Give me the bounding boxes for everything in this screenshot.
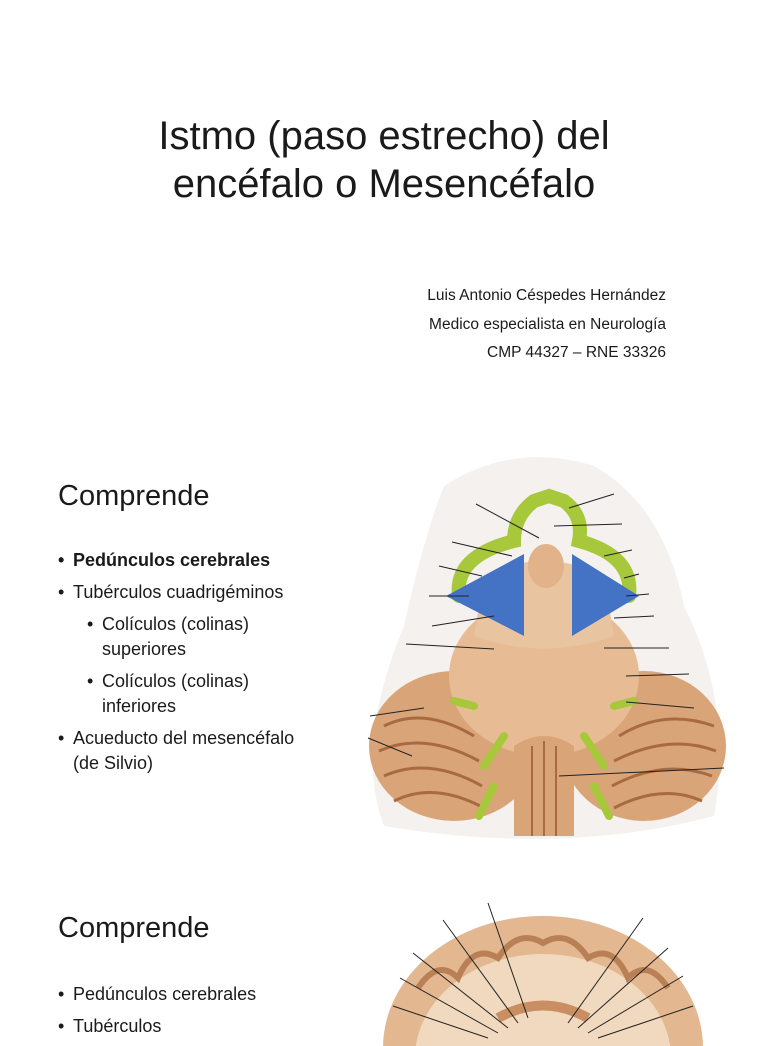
list-item: • Colículos (colinas) inferiores: [87, 669, 318, 719]
brain-section-illustration: [378, 898, 708, 1038]
section-heading: Comprende: [58, 912, 210, 944]
bullet-list: [58, 548, 318, 783]
author-title: Medico especialista en Neurología: [429, 315, 666, 333]
list-item: • Pedúnculos cerebrales: [58, 548, 318, 573]
list-item: • Colículos (colinas) superiores: [87, 612, 318, 662]
list-item: • Acueducto del mesencéfalo (de Silvio): [58, 726, 318, 776]
title-line-1: Istmo (paso estrecho) del: [158, 114, 610, 158]
brainstem-illustration: [364, 446, 730, 846]
author-name: Luis Antonio Céspedes Hernández: [427, 287, 666, 304]
author-registration: CMP 44327 – RNE 33326: [487, 344, 666, 361]
list-item: • Tubérculos cuadrigéminos: [58, 580, 318, 605]
title-slide: [0, 0, 768, 424]
mammillary-bodies: [528, 544, 564, 588]
brainstem-svg: [364, 446, 730, 846]
author-block: [427, 282, 666, 368]
bullet-list: [58, 982, 318, 1046]
content-slide-2: [0, 868, 768, 1036]
list-item: • Pedúnculos cerebrales: [58, 982, 318, 1007]
brain-section-svg: [378, 898, 708, 1038]
section-heading: Comprende: [58, 480, 210, 512]
content-slide-1: [0, 430, 768, 864]
list-item: • Tubérculos: [58, 1014, 318, 1039]
slide-title: [100, 112, 668, 208]
title-line-2: encéfalo o Mesencéfalo: [172, 162, 596, 206]
